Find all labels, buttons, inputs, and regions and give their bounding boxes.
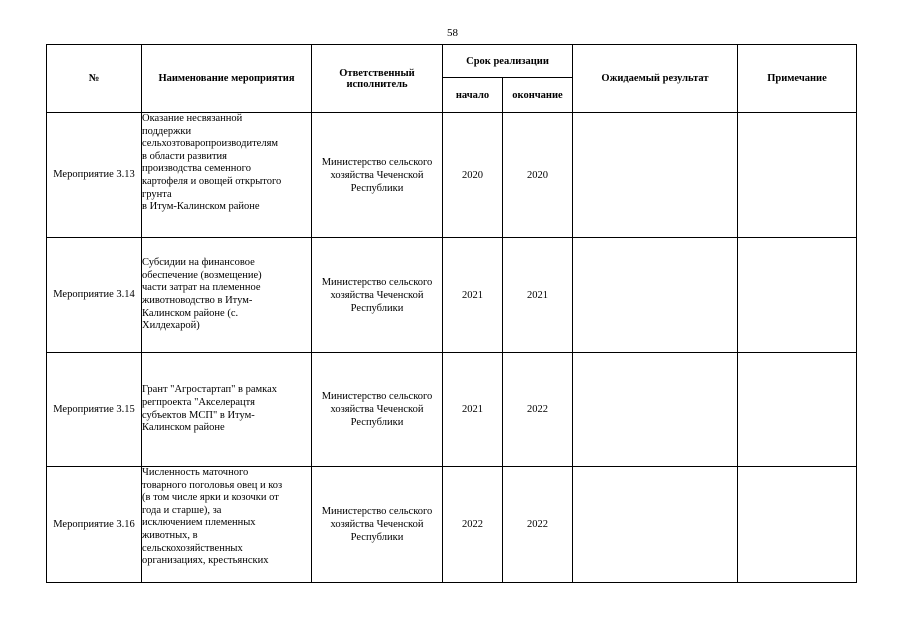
activity-name [142,467,312,583]
activities-table [46,44,857,583]
table-row [47,467,857,583]
header-row [47,45,857,78]
name-line: части затрат на племенное [142,282,261,294]
end-year: 2022 [503,353,573,467]
activity-name [142,113,312,238]
name-line: картофеля и овощей открытого [142,175,282,187]
name-line: года и старше), за [142,504,222,516]
responsible-executor: Министерство сельского хозяйства Чеченской Республики [312,238,443,353]
end-year: 2020 [503,113,573,238]
header-start: начало [443,78,503,113]
name-line: Калинском районе [142,422,225,434]
responsible-executor: Министерство сельского хозяйства Чеченской Республики [312,353,443,467]
name-line: (в том числе ярки и козочки от [142,492,279,504]
activity-number: Мероприятие 3.15 [47,353,142,467]
header-end: окончание [503,78,573,113]
responsible-executor: Министерство сельского хозяйства Чеченской Республики [312,467,443,583]
expected-result [573,238,738,353]
responsible-executor: Министерство сельского хозяйства Чеченской Республики [312,113,443,238]
name-line: исключением племенных [142,517,256,529]
name-line: субъектов МСП" в Итум- [142,409,255,421]
header-activity-name: Наименование мероприятия [142,45,312,113]
note [738,353,857,467]
name-line: товарного поголовья овец и коз [142,479,283,491]
note [738,113,857,238]
table-row [47,113,857,238]
table-body [47,113,857,583]
note [738,467,857,583]
name-line: сельскохозяйственных [142,542,243,554]
header-number: № [47,45,142,113]
name-line: производства семенного [142,163,251,175]
table-row [47,353,857,467]
start-year: 2021 [443,353,503,467]
header-expected-result: Ожидаемый результат [573,45,738,113]
note [738,238,857,353]
expected-result [573,113,738,238]
name-line: обеспечение (возмещение) [142,269,262,281]
name-line: Грант "Агростартап" в рамках [142,384,277,396]
page-number: 58 [447,27,458,39]
end-year: 2022 [503,467,573,583]
name-line: Субсидии на финансовое [142,257,255,269]
name-line: организациях, крестьянских [142,555,269,567]
table-row [47,238,857,353]
name-line: животноводство в Итум- [142,295,253,306]
name-line: в области развития [142,150,227,162]
activity-name [142,353,312,467]
start-year: 2022 [443,467,503,583]
activity-number: Мероприятие 3.16 [47,467,142,583]
name-line: Численность маточного [142,467,249,478]
activity-name [142,238,312,353]
name-line: животных, в [142,529,198,541]
name-line: Хилдехарой) [142,320,200,332]
header-responsible: Ответственный исполнитель [312,45,443,113]
header-note: Примечание [738,45,857,113]
name-line: регпроекта "Акселерацтя [142,396,255,408]
expected-result [573,353,738,467]
expected-result [573,467,738,583]
end-year: 2021 [503,238,573,353]
start-year: 2021 [443,238,503,353]
activity-name-clip [142,467,311,582]
name-line: Калинском районе (с. [142,307,239,319]
name-line: грунта [142,188,172,200]
activity-number: Мероприятие 3.13 [47,113,142,238]
name-line: поддержки [142,125,192,137]
name-line: сельхозтоваропроизводителям [142,138,279,150]
header-period: Срок реализации [443,45,573,78]
start-year: 2020 [443,113,503,238]
activity-number: Мероприятие 3.14 [47,238,142,353]
name-line: Оказание несвязанной [142,113,243,124]
name-line: в Итум-Калинском районе [142,201,260,213]
